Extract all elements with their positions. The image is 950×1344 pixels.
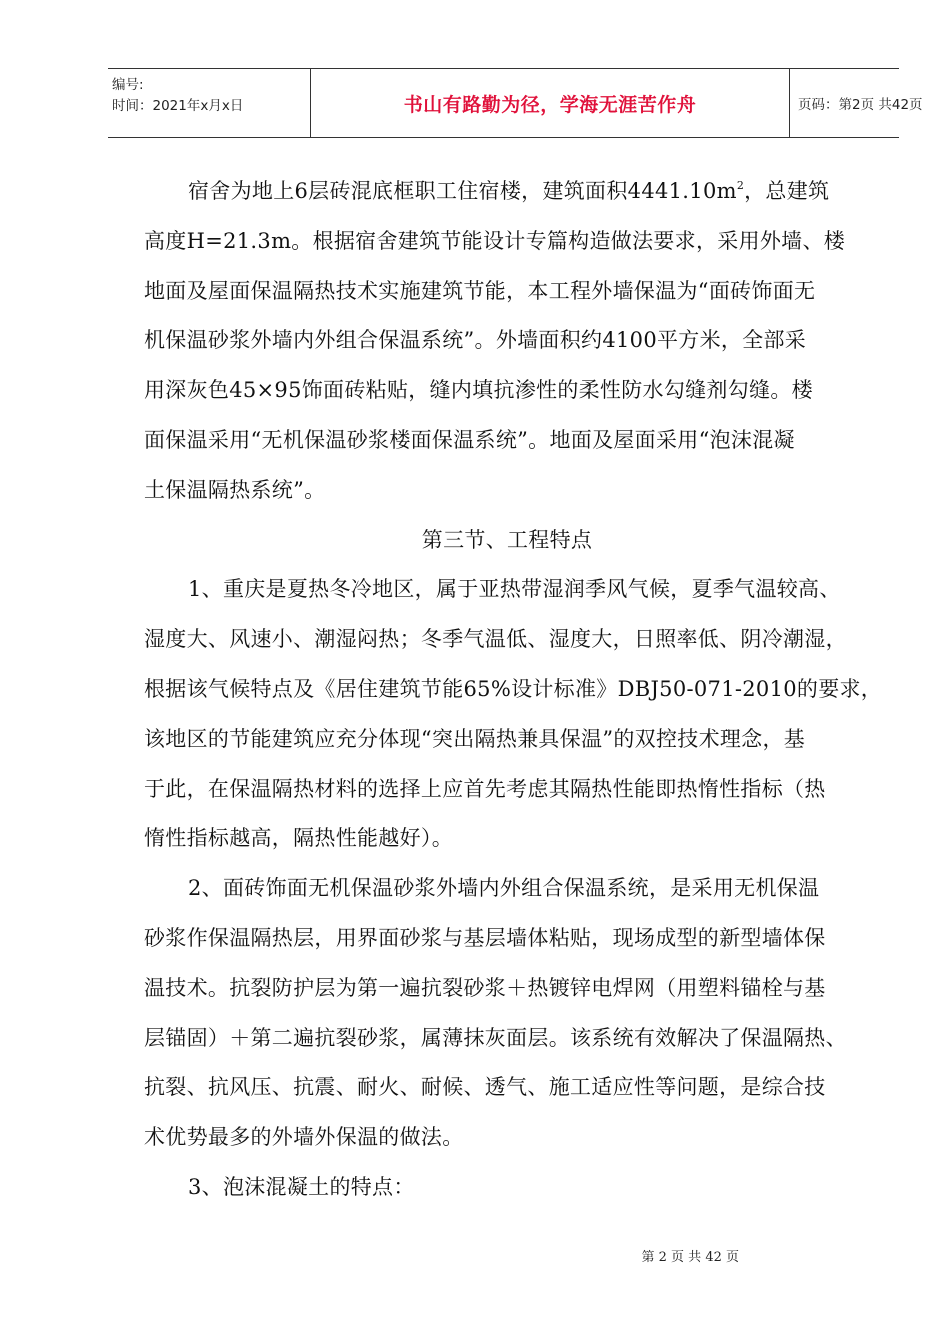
paragraph-line: 湿度大、风速小、潮湿闷热；冬季气温低、湿度大，日照率低、阴冷潮湿， xyxy=(144,627,847,652)
paragraph-line: 地面及屋面保温隔热技术实施建筑节能，本工程外墙保温为“面砖饰面无 xyxy=(144,278,816,303)
paragraph-line: 用深灰色45×95饰面砖粘贴，缝内填抗渗性的柔性防水勾缝剂勾缝。楼 xyxy=(144,378,813,403)
paragraph-line: 术优势最多的外墙外保温的做法。 xyxy=(144,1125,464,1150)
number-label: 编号: xyxy=(112,77,144,93)
section-title: 第三节、工程特点 xyxy=(421,527,593,552)
page-footer xyxy=(0,1246,950,1265)
header-meta xyxy=(108,69,308,137)
paragraph-line: 2、面砖饰面无机保温砂浆外墙内外组合保温系统，是采用无机保温 xyxy=(188,876,820,901)
footer-page-number: 第 2 页 共 42 页 xyxy=(641,1250,739,1265)
paragraph-line: 砂浆作保温隔热层，用界面砂浆与基层墙体粘贴，现场成型的新型墙体保 xyxy=(144,925,826,950)
document-body xyxy=(144,167,883,1213)
superscript: 2 xyxy=(736,179,745,192)
paragraph-line: 高度H=21.3m。根据宿舍建筑节能设计专篇构造做法要求，采用外墙、楼 xyxy=(144,228,846,253)
paragraph-line: 1、重庆是夏热冬冷地区，属于亚热带湿润季风气候，夏季气温较高、 xyxy=(188,577,841,602)
paragraph-line: 机保温砂浆外墙内外组合保温系统”。外墙面积约4100平方米，全部采 xyxy=(144,328,807,353)
paragraph-line: 宿舍为地上6层砖混底框职工住宿楼，建筑面积$4441.10m^2$，总建筑 xyxy=(188,179,830,203)
paragraph-line: 抗裂、抗风压、抗震、耐火、耐候、透气、施工适应性等问题，是综合技 xyxy=(144,1075,826,1100)
paragraph-line: 土保温隔热系统”。 xyxy=(144,477,326,502)
paragraph-line: 温技术。抗裂防护层为第一遍抗裂砂浆＋热镀锌电焊网（用塑料锚栓与基 xyxy=(144,975,826,1000)
paragraph-line: 惰性指标越高，隔热性能越好）。 xyxy=(144,826,453,851)
page-header xyxy=(108,68,923,138)
paragraph-line: 该地区的节能建筑应充分体现“突出隔热兼具保温”的双控技术理念，基 xyxy=(144,726,806,751)
paragraph-line: 层锚固）＋第二遍抗裂砂浆，属薄抹灰面层。该系统有效解决了保温隔热、 xyxy=(144,1025,847,1050)
header-motto: 书山有路勤为径，学海无涯苦作舟 xyxy=(310,69,790,137)
paragraph-line: 面保温采用“无机保温砂浆楼面保温系统”。地面及屋面采用“泡沫混凝 xyxy=(144,427,795,452)
paragraph-line: 根据该气候特点及《居住建筑节能65%设计标准》DBJ50-071-2010的要求， xyxy=(144,676,883,701)
paragraph-line: 3、泡沫混凝土的特点： xyxy=(188,1174,415,1199)
header-page-info: 页码：第2页 共42页 xyxy=(798,97,923,113)
time-label: 时间：2021年x月x日 xyxy=(112,98,244,114)
paragraph-line: 于此，在保温隔热材料的选择上应首先考虑其隔热性能即热惰性指标（热 xyxy=(144,776,826,801)
